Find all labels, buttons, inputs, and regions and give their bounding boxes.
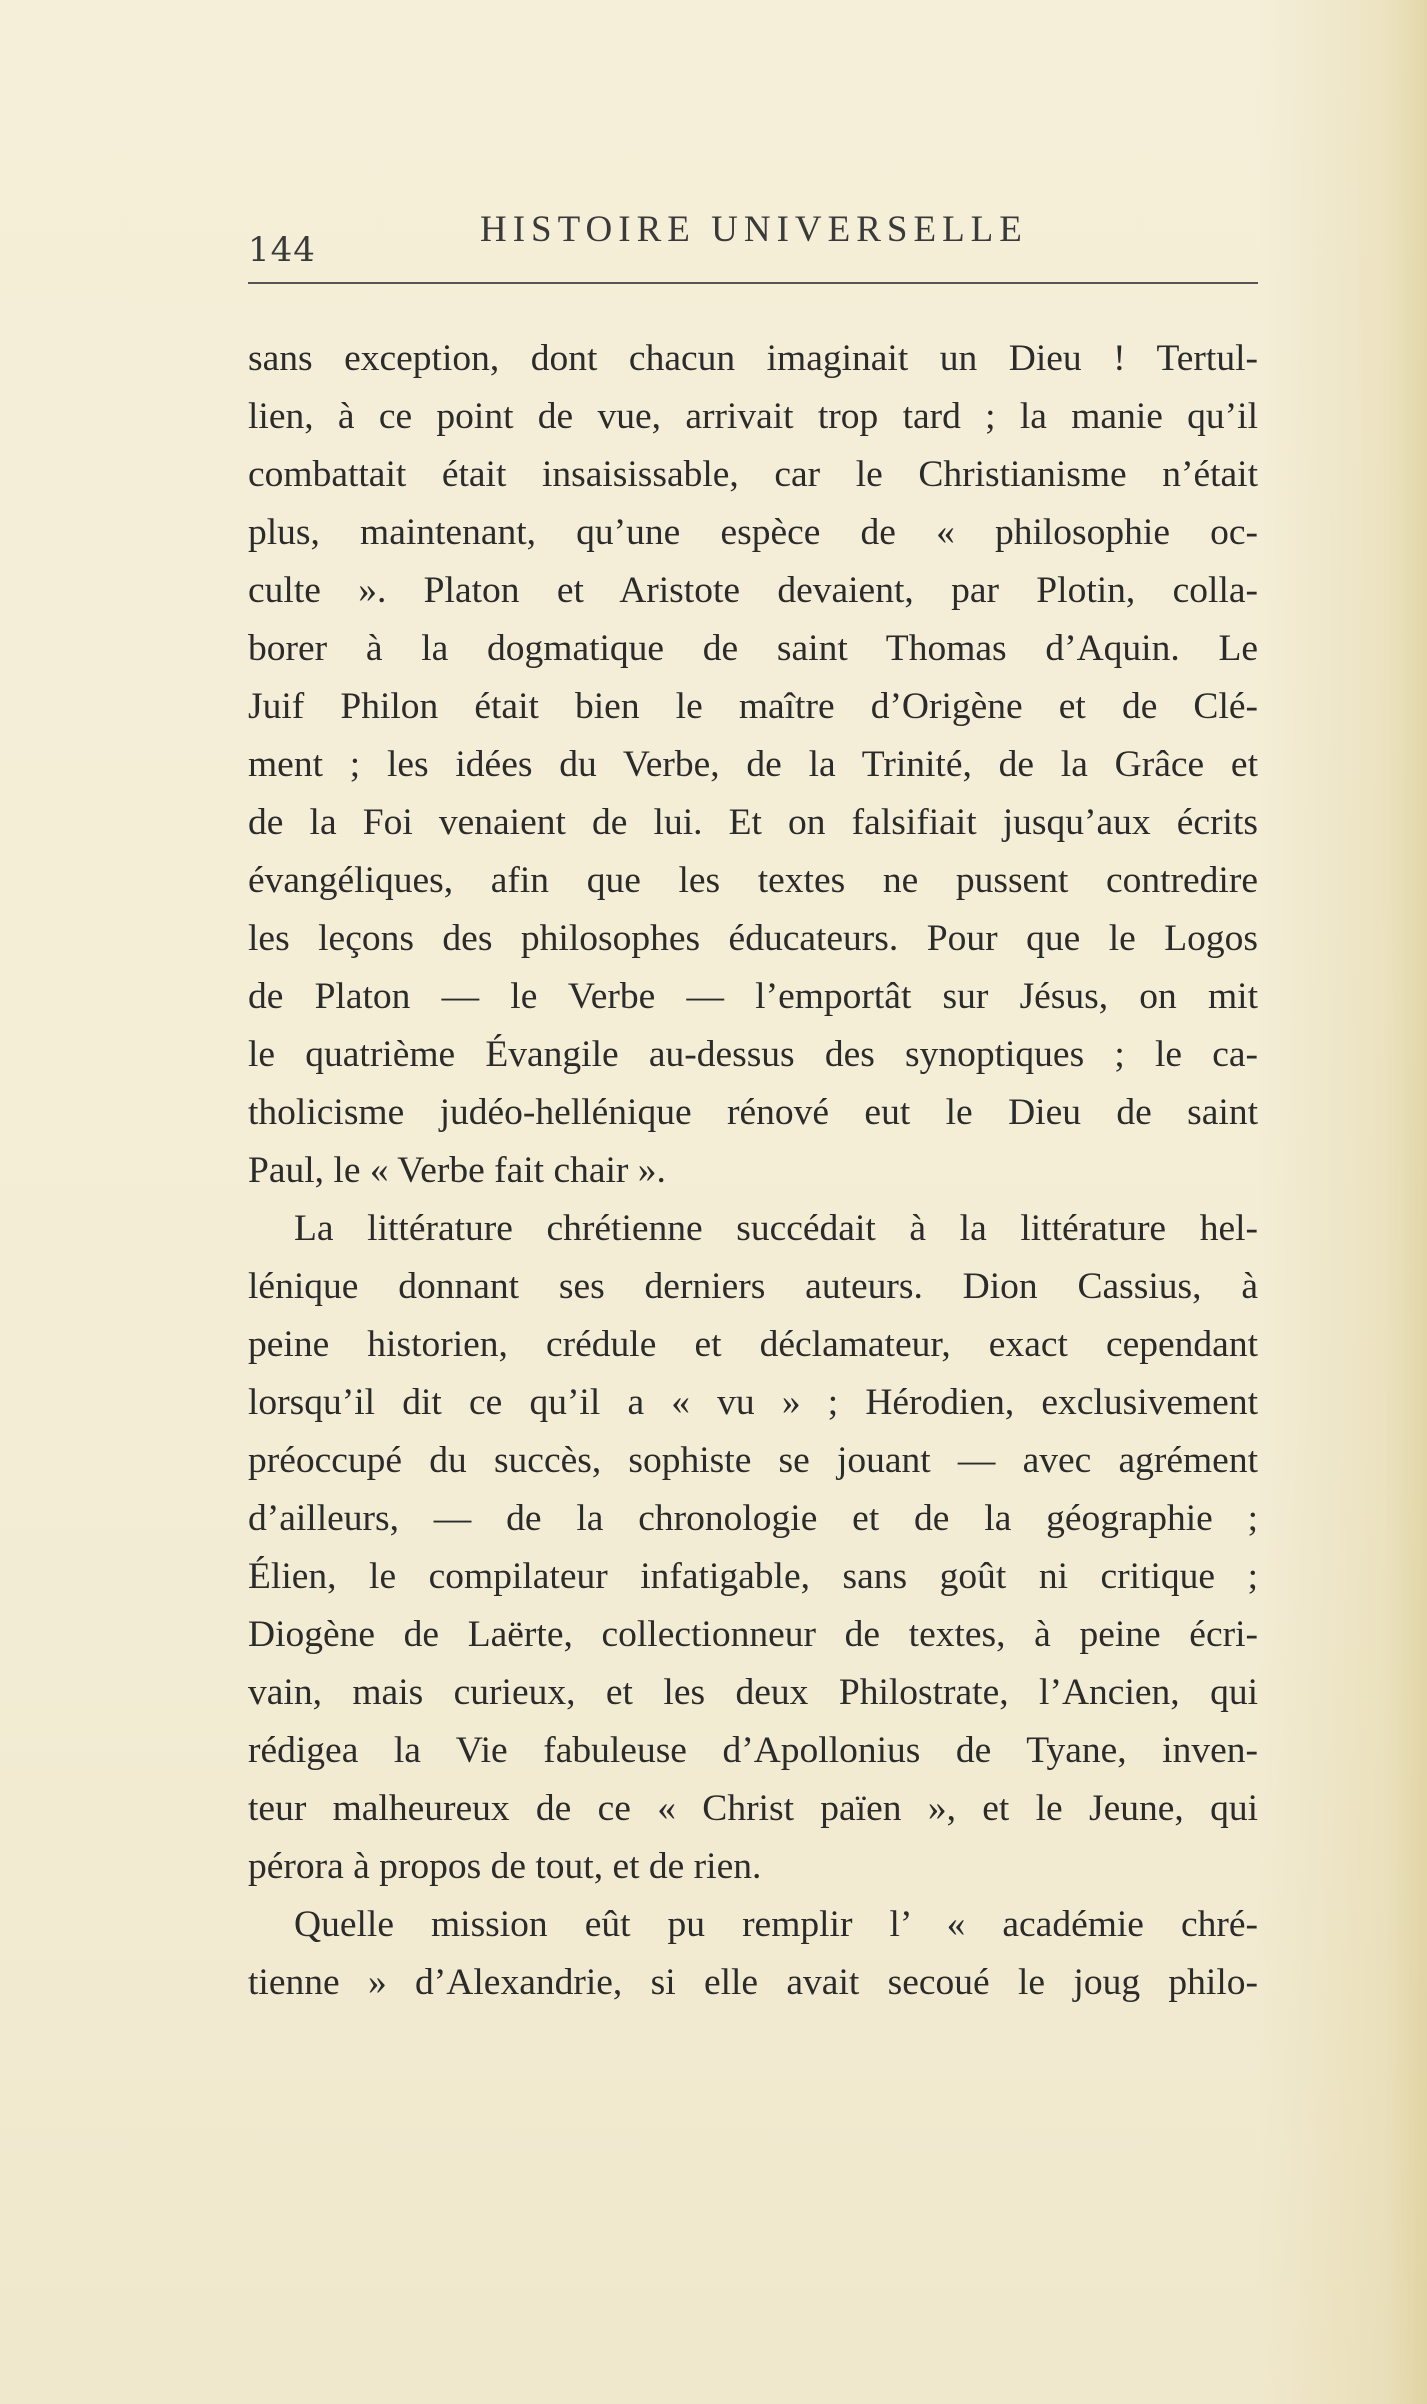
text-line: tienne » d’Alexandrie, si elle avait secoué le joug philo- (248, 1962, 1258, 2003)
running-head (248, 208, 1258, 270)
text-line: lorsqu’il dit ce qu’il a « vu » ; Hérodien, exclusivement (248, 1382, 1258, 1423)
text-line: Élien, le compilateur infatigable, sans goût ni critique ; (248, 1556, 1258, 1597)
text-line: d’ailleurs, — de la chronologie et de la géographie ; (248, 1498, 1258, 1539)
text-line: La littérature chrétienne succédait à la littérature hel- (294, 1208, 1258, 1249)
text-line: lénique donnant ses derniers auteurs. Dion Cassius, à (248, 1266, 1258, 1307)
header-rule (248, 282, 1258, 284)
text-line: Quelle mission eût pu remplir l’ « académie chré- (294, 1904, 1258, 1945)
text-line: préoccupé du succès, sophiste se jouant — avec agrément (248, 1440, 1258, 1481)
text-line: culte ». Platon et Aristote devaient, par Plotin, colla- (248, 570, 1258, 611)
text-line: de la Foi venaient de lui. Et on falsifiait jusqu’aux écrits (248, 802, 1258, 843)
text-line: plus, maintenant, qu’une espèce de « philosophie oc- (248, 512, 1258, 553)
text-line: évangéliques, afin que les textes ne pussent contredire (248, 860, 1258, 901)
text-line: combattait était insaisissable, car le Christianisme n’était (248, 454, 1258, 495)
text-line: lien, à ce point de vue, arrivait trop tard ; la manie qu’il (248, 396, 1258, 437)
running-title: HISTOIRE UNIVERSELLE (480, 209, 1028, 250)
text-line: Paul, le « Verbe fait chair ». (248, 1150, 666, 1191)
text-line: de Platon — le Verbe — l’emportât sur Jésus, on mit (248, 976, 1258, 1017)
text-line: le quatrième Évangile au-dessus des synoptiques ; le ca- (248, 1034, 1258, 1075)
text-line: tholicisme judéo-hellénique rénové eut le Dieu de saint (248, 1092, 1258, 1133)
text-line: Juif Philon était bien le maître d’Origène et de Clé- (248, 686, 1258, 727)
body-text (248, 330, 1258, 2012)
text-line: ment ; les idées du Verbe, de la Trinité, de la Grâce et (248, 744, 1258, 785)
text-line: rédigea la Vie fabuleuse d’Apollonius de Tyane, inven- (248, 1730, 1258, 1771)
text-line: les leçons des philosophes éducateurs. Pour que le Logos (248, 918, 1258, 959)
text-line: peine historien, crédule et déclamateur, exact cependant (248, 1324, 1258, 1365)
page-number: 144 (248, 230, 316, 270)
text-line: pérora à propos de tout, et de rien. (248, 1846, 762, 1887)
text-line: teur malheureux de ce « Christ païen », et le Jeune, qui (248, 1788, 1258, 1829)
text-line: Diogène de Laërte, collectionneur de textes, à peine écri- (248, 1614, 1258, 1655)
text-line: sans exception, dont chacun imaginait un Dieu ! Tertul- (248, 338, 1258, 379)
text-line: vain, mais curieux, et les deux Philostrate, l’Ancien, qui (248, 1672, 1258, 1713)
text-line: borer à la dogmatique de saint Thomas d’Aquin. Le (248, 628, 1258, 669)
